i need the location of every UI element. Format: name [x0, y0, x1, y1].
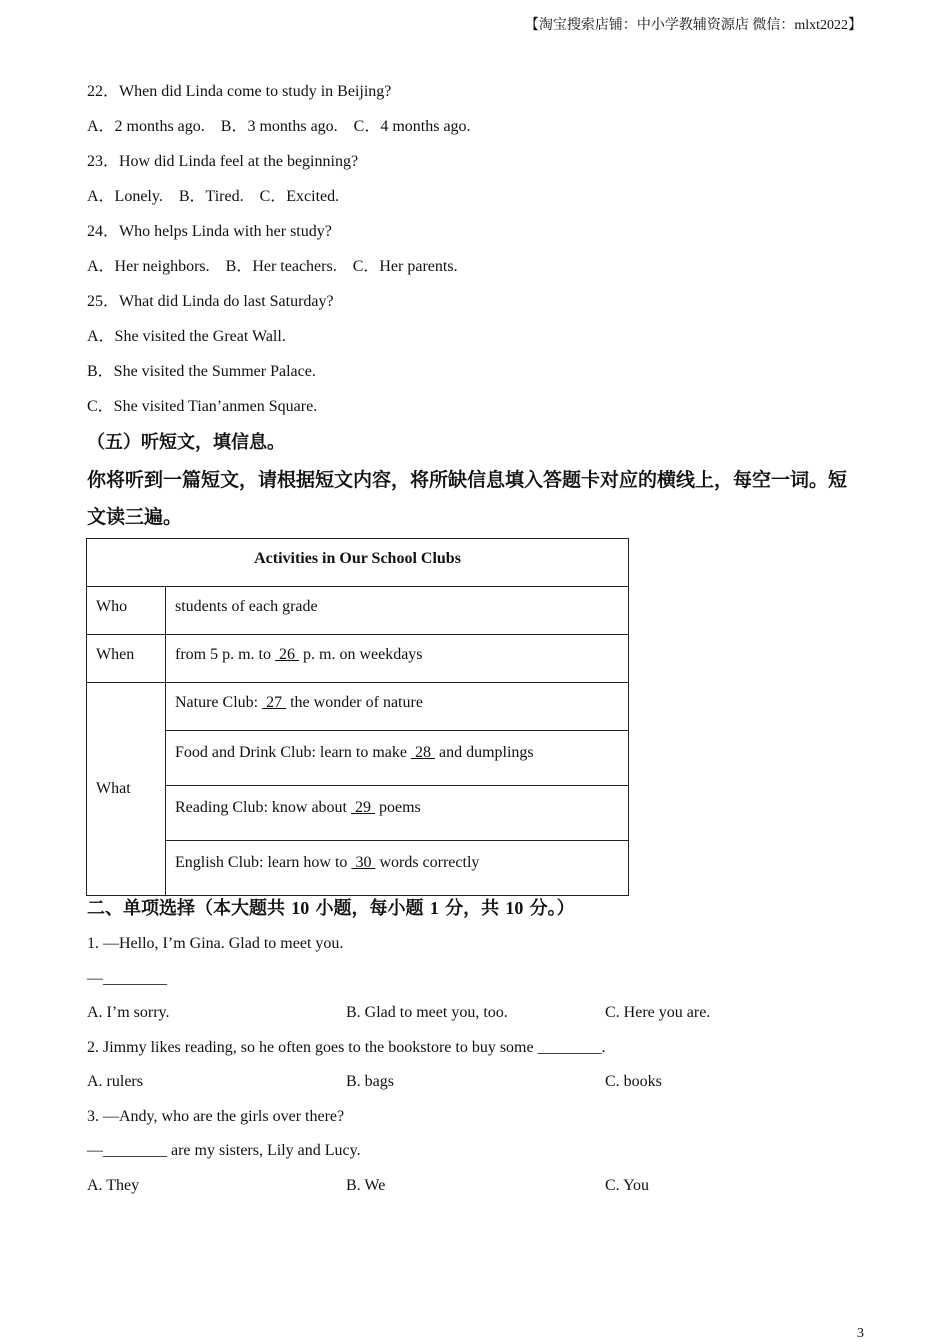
part-2-title — [87, 897, 575, 920]
mc-q1-option-a: A. I’m sorry. — [87, 1004, 170, 1021]
section-5-title: （五）听短文，填信息。 — [87, 432, 285, 453]
english-text-before: English Club: learn how to — [175, 854, 352, 871]
table-title: Activities in Our School Clubs — [87, 539, 629, 587]
mc-q3-option-b: B. We — [346, 1177, 386, 1194]
part-2-title-n1: 10 — [291, 898, 310, 918]
question-23: 23．How did Linda feel at the beginning? — [87, 153, 359, 170]
question-25-option-b: B．She visited the Summer Palace. — [87, 363, 316, 380]
nature-text-after: the wonder of nature — [286, 694, 423, 711]
reading-text-before: Reading Club: know about — [175, 799, 351, 816]
blank-29: 29 — [350, 799, 375, 816]
part-2-title-c: 分，共 — [438, 898, 506, 919]
question-24-options: A．Her neighbors. B．Her teachers. C．Her parents. — [87, 258, 458, 275]
mc-question-1: 1. —Hello, I’m Gina. Glad to meet you. — [87, 935, 344, 952]
page-header: 【淘宝搜索店铺：中小学教辅资源店 微信：mlxt2022】 — [524, 18, 862, 33]
part-2-title-d: 分。） — [523, 898, 575, 919]
food-text-before: Food and Drink Club: learn to make — [175, 744, 411, 761]
part-2-title-a: 二、单项选择（本大题共 — [87, 898, 292, 919]
mc-q1-option-c: C. Here you are. — [605, 1004, 711, 1021]
question-22: 22．When did Linda come to study in Beijing? — [87, 83, 392, 100]
when-text-after: p. m. on weekdays — [299, 646, 423, 663]
section-5-instruction-line1: 你将听到一篇短文，请根据短文内容，将所缺信息填入答题卡对应的横线上，每空一词。短 — [87, 469, 848, 491]
mc-q2-option-a: A. rulers — [87, 1073, 143, 1090]
reading-text-after: poems — [374, 799, 421, 816]
table-what-row-nature — [166, 683, 629, 731]
question-23-options: A．Lonely. B．Tired. C．Excited. — [87, 188, 340, 205]
question-22-options: A．2 months ago. B．3 months ago. C．4 months ago. — [87, 118, 471, 135]
page-number: 3 — [857, 1326, 864, 1341]
mc-q1-option-b: B. Glad to meet you, too. — [346, 1004, 508, 1021]
table-what-row-english — [166, 841, 629, 896]
mc-q2-option-c: C. books — [605, 1073, 662, 1090]
blank-26: 26 — [275, 646, 299, 663]
blank-27: 27 — [262, 694, 287, 711]
table-when-value — [166, 635, 629, 683]
table-who-label: Who — [87, 587, 166, 635]
part-2-title-n3: 10 — [505, 898, 524, 918]
table-what-row-reading — [166, 786, 629, 841]
blank-30: 30 — [351, 854, 376, 871]
nature-text-before: Nature Club: — [175, 694, 263, 711]
question-25-option-a: A．She visited the Great Wall. — [87, 328, 286, 345]
mc-question-1-line2: —________ — [87, 970, 167, 987]
question-25: 25．What did Linda do last Saturday? — [87, 293, 334, 310]
section-5-instruction-line2: 文读三遍。 — [87, 506, 183, 528]
table-what-row-food — [166, 731, 629, 786]
part-2-title-b: 小题，每小题 — [309, 898, 430, 919]
mc-q3-option-c: C. You — [605, 1177, 650, 1194]
table-what-label: What — [87, 683, 166, 896]
english-text-after: words correctly — [375, 854, 480, 871]
food-text-after: and dumplings — [434, 744, 534, 761]
when-text-before: from 5 p. m. to — [175, 646, 275, 663]
mc-question-3: 3. —Andy, who are the girls over there? — [87, 1108, 345, 1125]
question-25-option-c: C．She visited Tian’anmen Square. — [87, 398, 318, 415]
clubs-table — [86, 538, 629, 896]
table-when-label: When — [87, 635, 166, 683]
mc-q2-option-b: B. bags — [346, 1073, 394, 1090]
table-who-value: students of each grade — [166, 587, 629, 635]
question-24: 24．Who helps Linda with her study? — [87, 223, 332, 240]
blank-28: 28 — [410, 744, 435, 761]
mc-q3-option-a: A. They — [87, 1177, 140, 1194]
mc-question-2: 2. Jimmy likes reading, so he often goes to the bookstore to buy some ________. — [87, 1039, 606, 1056]
mc-question-3-line2: —________ are my sisters, Lily and Lucy. — [87, 1142, 361, 1159]
part-2-title-n2: 1 — [429, 898, 439, 918]
